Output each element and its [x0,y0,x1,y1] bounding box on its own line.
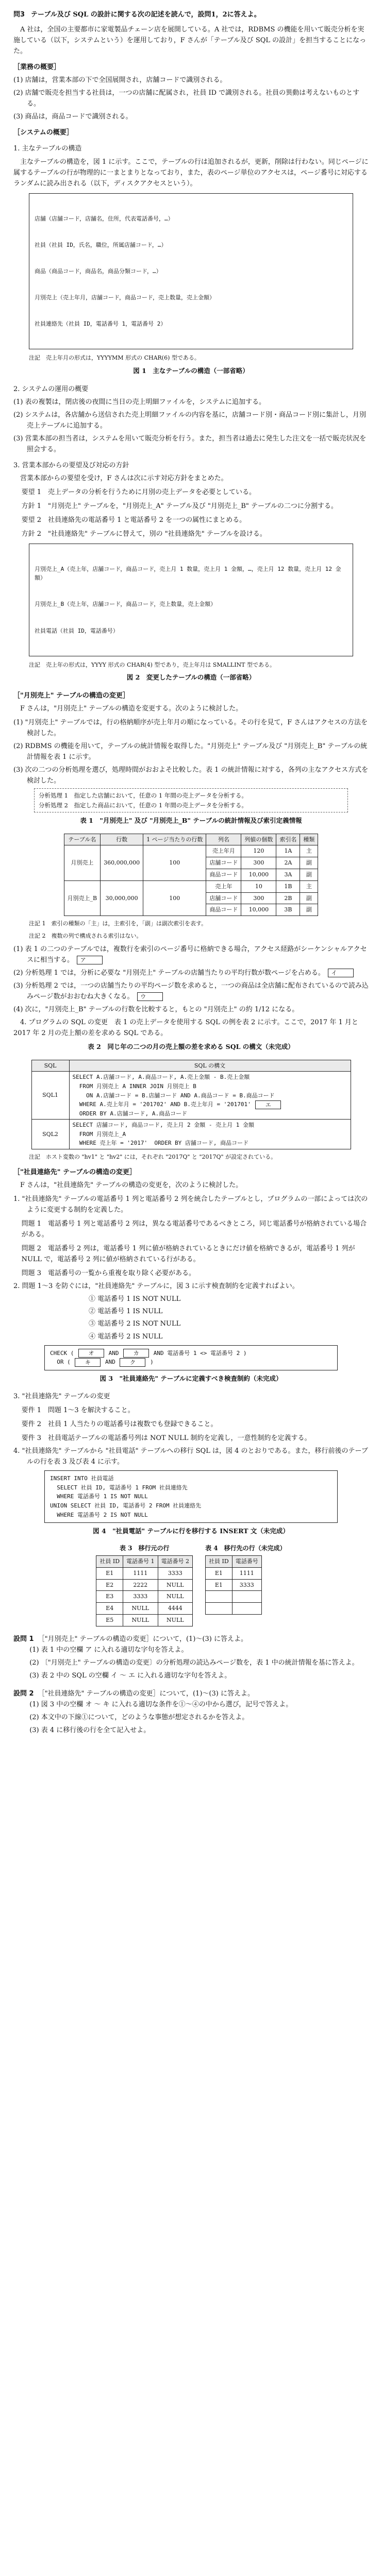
table-cell: SQL1 [31,1072,69,1120]
table-1-header: 索引名 [276,834,300,845]
phone-item: 4. "社員連絡先" テーブルから "社員電話" テーブルへの移行 SQL は，図 4 のとおりである。また，移行前後のテーブルの行を表 3 及び表 4 に示す。 [13,1447,368,1466]
table-3-header: 社員 ID [96,1555,123,1567]
table-3 [96,1555,193,1626]
table-cell: SQL2 [31,1120,69,1149]
phone-requirement: 要件 3 社員電話テーブルの電話番号列は NOT NULL 制約を定義し，一意性制約を定義する。 [21,1434,311,1443]
answer-blank-g: キ [75,1358,101,1367]
question-2 [13,1688,369,1736]
table-4-header-row [206,1555,262,1567]
intro-paragraph: A 社は，全国の主要都市に家電製品チェーン店を展開している。A 社では，RDBMS の機能を用いて販売分析を実施している（以下，システムという）を運用しており，F さんが「テーブル及び SQL の設計」を担当することになった。 [13,26,367,56]
analysis-text: (4) 次に，"月別売上_B" テーブルの行数を比較すると，もとの "月別売上" の約 1/12 になる。 [13,1006,299,1014]
figure-1-line: 月別売上（売上年月，店舗コード，商品コード，売上数量，売上金額） [35,294,215,301]
question-2-item: (1) 図 3 中の空欄 オ 〜 キ に入れる適切な条件を①〜④の中から選び，記号で答えよ。 [29,1701,293,1709]
analysis-text-body: (1) 表 1 の二つのテーブルでは，複数行を索引のページ番号に格納できる場合，アクセス経路がシーケンシャルアクセスに相当する。 [13,945,367,964]
question-title: テーブル及び SQL の設計に関する次の記述を読んで，設問1，2に答えよ。 [31,11,261,19]
sql-1-code [69,1072,351,1120]
table-cell: 360,000,000 [101,845,143,880]
request-item: 要望 2 社員連絡先の電話番号 1 と電話番号 2 を一つの属性にまとめる。 [21,516,246,524]
table-1 [64,834,319,917]
request-item: 要望 1 売上データの分析を行うために月別の売上データを必要としている。 [21,488,256,496]
table-cell: NULL [123,1614,158,1626]
sql-line: UNION SELECT 社員 ID, 電話番号 2 FROM 社員連絡先 [50,1502,202,1510]
answer-blank-d: エ [255,1100,281,1109]
business-item: (3) 商品は，商品コードで識別される。 [13,113,132,121]
question-1-text: ［"月別売上" テーブルの構造の変更］について，(1)〜(3) に答えよ。 [38,1635,247,1643]
operation-item: (1) 表の複製は，閉店後の夜間に当日の売上明細ファイルを，システムに追加する。 [13,398,265,406]
figure-1-box [29,193,353,350]
figure-1-line: 社員連絡先（社員 ID，電話番号 1，電話番号 2） [35,320,167,328]
table-cell: E1 [206,1579,232,1591]
table-cell: 商品コード [206,869,241,881]
question-2-item: (3) 表 4 に移行後の行を全て記入せよ。 [29,1726,151,1735]
table-row [96,1579,193,1591]
sql-line: ON A.店舗コード = B.店舗コード AND A.商品コード = B.商品コード [72,1092,275,1099]
table-cell: NULL [158,1579,193,1591]
table-row [96,1603,193,1615]
change-heading: ［"月別売上" テーブルの構造の変更］ [13,691,129,700]
table-cell: E2 [96,1579,123,1591]
sql-line: ORDER BY A.店舗コード, A.商品コード [72,1110,188,1117]
table-row [64,845,318,857]
condition-item: ③ 電話番号 2 IS NOT NULL [89,1320,181,1328]
table-cell: 100 [143,845,206,880]
table-cell: 4444 [158,1603,193,1615]
table-cell: 300 [241,857,276,869]
condition-item: ② 電話番号 1 IS NULL [89,1308,163,1316]
table-cell: 副 [300,869,318,881]
question-1 [13,1634,369,1681]
table-cell: 3333 [123,1591,158,1603]
question-2-lead [13,1688,369,1699]
table-2-header: SQL [31,1060,69,1072]
sql-line: INSERT INTO 社員電話 [50,1475,114,1482]
table-cell: 10 [241,880,276,892]
table-cell: 主 [300,880,318,892]
system-paragraph-1: 主なテーブルの構造を，図 1 に示す。ここで，テーブルの行は追加されるが，更新，削除は行わない。同じページに属するテーブルの行が物理的に一まとまりとなっており，また，表のページ単位のアクセスは，ページ番号に対応するランダムに読み出される（以下，ディスクアクセスという）。 [13,158,369,188]
table-cell: 月別売上 [64,845,101,880]
table-row [31,1072,351,1120]
table-cell: 120 [241,845,276,857]
sql-line [73,1100,347,1109]
question-2-tag: 設問 2 [13,1689,34,1698]
table-cell: E1 [206,1567,232,1579]
change-item: (3) 次の二つの分析処理を選び，処理時間がおおよそ比較した。表 1 の統計情報に対する，各列の主なアクセス方式を検討した。 [13,766,369,785]
table-row [206,1567,262,1579]
table-4 [205,1555,262,1615]
figure-4-caption: 図 4 "社員電話" テーブルに行を移行する INSERT 文（未完成） [93,1527,289,1535]
table-cell: 1B [276,880,300,892]
figure-1-line: 商品（商品コード，商品名，商品分類コード，…） [35,268,162,275]
phone-item: 3. "社員連絡先" テーブルの変更 [13,1392,110,1400]
table-1-header: 種類 [300,834,318,845]
table-cell: 商品コード [206,904,241,916]
table-cell: 3A [276,869,300,881]
question-1-item: (3) 表 2 中の SQL の空欄 イ 〜 エ に入れる適切な字句を答えよ。 [29,1671,231,1680]
table-row [206,1603,262,1615]
sql-line-text: WHERE A.売上年月 = '201702' AND B.売上年月 = '201701' [72,1101,251,1108]
figure-2-line: 月別売上_A（売上年，店舗コード，商品コード，売上月 1 数量，売上月 1 金額，…，売上月 12 数量，売上月 12 金額） [35,566,341,582]
figure-3-box: CHECK ( オ AND カ AND 電話番号 1 <> 電話番号 2 ) OR ( キ AND ク ) [44,1345,338,1370]
system-subhead-2: 2. システムの運用の概要 [13,385,89,393]
table-1-caption: 表 1 "月別売上" 及び "月別売上_B" テーブルの統計情報及び索引定義情報 [80,817,302,825]
table-cell: NULL [158,1614,193,1626]
figure-2-line: 月別売上_B（売上年，店舗コード，商品コード，売上数量，売上金額） [35,601,217,608]
table-cell: 店舗コード [206,857,241,869]
table-cell [232,1603,261,1615]
table-cell: 3B [276,904,300,916]
change-paragraph: F さんは，"月別売上" テーブルの構造を変更する。次のように検討した。 [20,704,243,713]
answer-blank-c: ウ [137,992,163,1001]
table-row [96,1567,193,1579]
answer-blank-h: ク [120,1358,145,1367]
table-cell: NULL [158,1591,193,1603]
business-item: (1) 店舗は，営業本部の下で全国展開され，店舗コードで識別される。 [13,76,227,84]
question-1-tag: 設問 1 [13,1635,34,1643]
table-cell: 2A [276,857,300,869]
condition-item: ① 電話番号 1 IS NOT NULL [89,1295,181,1303]
table-cell: 副 [300,892,318,904]
table-cell: E3 [96,1591,123,1603]
table-3-caption: 表 3 移行元の行 [119,1545,170,1552]
table-cell: 1A [276,845,300,857]
table-1-header: 行数 [101,834,143,845]
sql-line: WHERE 電話番号 1 IS NOT NULL [50,1493,148,1500]
analysis-text [13,980,369,1002]
figure-2-box [29,544,353,656]
table-2-header: SQL の構文 [69,1060,351,1072]
sql-paragraph: 4. プログラムの SQL の変更 表 1 の売上データを使用する SQL の例を表 2 に示す。ここで，2017 年 1 月と 2017 年 2 月の売上額の差を求める SQL である。 [13,1019,358,1038]
figure-2-caption: 図 2 変更したテーブルの構造（一部省略） [126,673,256,682]
answer-blank-e: オ [78,1349,104,1358]
table-3-wrap [96,1544,193,1626]
operation-item: (3) 営業本部の担当者は，システムを用いて販売分析を行う。また，担当者は過去に発生した注文を一括で販売状況を照会する。 [13,434,367,453]
table-1-note: 注記 1 索引の種類の「主」は，主索引を，「副」は副次索引を表す。 [29,920,207,927]
table-row [206,1579,262,1591]
phone-requirement: 要件 2 社員 1 人当たりの電話番号は複数でも登録できること。 [21,1420,218,1429]
figure-2-note: 注記 売上年の形式は，YYYY 形式の CHAR(4) 型であり，売上年月は SMALLINT 型である。 [29,661,276,668]
table-cell: 副 [300,904,318,916]
figure-1-note: 注記 売上年月の形式は，YYYYMM 形式の CHAR(6) 型である。 [29,354,200,362]
table-2-note: 注記 ホスト変数の "hv1" と "hv2" には，それぞれ "2017Q" と "2017Q" が設定されている。 [29,1154,277,1161]
table-2-caption: 表 2 同じ年の二つの月の売上額の差を求める SQL の構文（未完成） [88,1043,294,1051]
table-cell: E1 [96,1567,123,1579]
table-3-header: 電話番号 1 [123,1555,158,1567]
table-1-header: 列値の個数 [241,834,276,845]
analysis-text-body: (3) 分析処理 2 では，一つの店舗当たりの平均ページ数を求めると，一つの商品は全店舗に配布されているので読み込みページ数がおおむね大きくなる。 [13,982,369,1001]
tables-3-4 [13,1544,369,1626]
table-3-header-row [96,1555,193,1567]
operation-item: (2) システムは，各店舗から送信された売上明細ファイルの内容を基に，店舗コード別・商品コード別に集計し，月別売上テーブルに追加する。 [13,411,366,430]
table-cell: E5 [96,1614,123,1626]
table-cell: 1111 [123,1567,158,1579]
figure-3-caption: 図 3 "社員連絡先" テーブルに定義すべき検査制約（未完成） [99,1374,283,1382]
table-cell [232,1591,261,1603]
table-row [96,1591,193,1603]
table-cell: 1111 [232,1567,261,1579]
table-1-note: 注記 2 複数の列で構成される索引はない。 [29,933,142,940]
table-1-header: テーブル名 [64,834,101,845]
analysis-text [13,968,369,978]
figure-1-line: 店舗（店舗コード，店舗名，住所，代表電話番号，…） [35,215,174,222]
condition-item: ④ 電話番号 2 IS NULL [89,1332,163,1341]
phone-item: 1. "社員連絡先" テーブルの電話番号 1 列と電話番号 2 列を統合したテーブルとし，プログラムの一部によっては次のように変更する制約を定義した。 [13,1195,368,1214]
change-item: (1) "月別売上" テーブルでは，行の格納順序が売上年月の順になっている。その行を見て，F さんはアクセスの方法を検討した。 [13,718,368,737]
table-2-header-row [31,1060,351,1072]
check-keyword: CHECK [50,1349,68,1357]
table-cell [206,1603,232,1615]
phone-problem: 問題 3 電話番号の一覧から重複を取り除く必要がある。 [21,1269,195,1278]
table-cell: 2222 [123,1579,158,1591]
figure-2-line: 社員電話（社員 ID，電話番号） [35,627,119,634]
table-cell [206,1591,232,1603]
business-heading: ［業務の概要］ [13,63,61,72]
sql-line: SELECT 店舗コード, 商品コード, 売上月 2 金額 - 売上月 1 金額 [72,1122,254,1129]
request-item: 方針 2 "社員連絡先" テーブルに替えて，別の "社員連絡先" テーブルを設ける。 [21,530,267,538]
system-subhead-1: 1. 主なテーブルの構造 [13,145,82,153]
table-cell: 30,000,000 [101,880,143,916]
table-4-header: 電話番号 [232,1555,261,1567]
table-cell: 3333 [232,1579,261,1591]
sql-line: FROM 月別売上_A [72,1130,126,1138]
sql-line: SELECT A.店舗コード, A.商品コード, A.売上金額 - B.売上金額 [72,1074,250,1081]
phone-heading: ［"社員連絡先" テーブルの構造の変更］ [13,1168,136,1176]
sql-line: SELECT 社員 ID, 電話番号 1 FROM 社員連絡先 [50,1484,188,1491]
table-4-wrap [205,1544,286,1626]
question-2-text: ［"社員連絡先" テーブルの構造の変更］について，(1)〜(3) に答えよ。 [38,1689,254,1698]
sql-line: WHERE 電話番号 2 IS NOT NULL [50,1511,148,1518]
analysis-box [34,788,348,812]
question-1-item: (2) 〔"月別売上" テーブルの構造の変更〕の分析処理の読込みページ数を，表 1 中の統計情報を基に答えよ。 [29,1658,359,1667]
question-label: 問3 [13,11,25,19]
sql-line: FROM 月別売上 A INNER JOIN 月別売上 B [72,1082,196,1090]
figure-1-line: 社員（社員 ID，氏名，職位，所属店舗コード，…） [35,241,167,248]
system-subhead-3: 3. 営業本部からの要望及び対応の方針 [13,461,129,469]
table-cell: 2B [276,892,300,904]
phone-problem: 問題 2 電話番号 2 列は，電話番号 1 列に値が格納されているときにだけ値を格納できるが，電話番号 1 列が NULL で，電話番号 2 列に値が格納されている行がある。 [21,1245,355,1264]
table-row [64,880,318,892]
question-header [13,9,369,20]
table-cell: 主 [300,845,318,857]
condition-list [75,1294,369,1342]
system-paragraph-3: 営業本部からの要望を受け，F さんは次に示す対応方針をまとめた。 [20,474,228,482]
table-cell: NULL [123,1603,158,1615]
table-2 [31,1060,351,1150]
table-cell: 副 [300,857,318,869]
table-row [31,1120,351,1149]
phone-item: 2. 問題 1〜3 を防ぐには，"社員連絡先" テーブルに，図 3 に示す検査制約を定義すればよい。 [13,1282,299,1291]
table-cell: 3333 [158,1567,193,1579]
answer-blank-a: ア [77,956,103,964]
analysis-text-body: (2) 分析処理 1 では，分析に必要な "月別売上" テーブルの店舗当たりの平均行数が数ページを占める。 [13,969,325,977]
figure-4-box [44,1470,338,1523]
table-1-header: 1 ページ当たりの行数 [143,834,206,845]
question-2-item: (2) 本文中の下線①について，どのような事態が想定されるかを答えよ。 [29,1714,249,1722]
table-cell: 10,000 [241,904,276,916]
figure-1-caption: 図 1 主なテーブルの構造（一部省略） [133,367,249,375]
table-cell: 売上年月 [206,845,241,857]
question-1-item: (1) 表 1 中の空欄 ア に入れる適切な字句を答えよ。 [29,1646,188,1654]
table-4-caption: 表 4 移行先の行（未完成） [205,1545,286,1552]
request-item: 方針 1 "月別売上" テーブルを，"月別売上_A" テーブル及び "月別売上_B" テーブルの二つに分割する。 [21,502,338,510]
change-item: (2) RDBMS の機能を用いて，テーブルの統計情報を取得した。"月別売上" テーブル及び "月別売上_B" テーブルの統計情報を表 1 に示す。 [13,742,368,761]
analysis-line: 分析処理 1 指定した店舗において，任意の 1 年間の売上データを分析する。 [39,792,247,800]
table-cell: E4 [96,1603,123,1615]
business-item: (2) 店舗で販売を担当する社員は，一つの店舗に配属され，社員 ID で識別される。社員の異動は考えないものとする。 [13,89,360,108]
table-cell: 10,000 [241,869,276,881]
table-row [96,1614,193,1626]
answer-blank-f: カ [123,1349,149,1358]
phone-requirement: 要件 1 問題 1〜3 を解決すること。 [21,1406,135,1415]
table-cell: 売上年 [206,880,241,892]
sql-line: WHERE 売上年 = '2017' ORDER BY 店舗コード, 商品コード [72,1140,249,1147]
analysis-text [13,944,369,965]
question-1-lead [13,1634,369,1645]
answer-blank-b: イ [328,969,354,977]
table-cell: 100 [143,880,206,916]
phone-problem: 問題 1 電話番号 1 列と電話番号 2 列は，異なる電話番号であるべきところ，同じ電話番号が格納されている場合がある。 [21,1220,367,1239]
table-cell: 店舗コード [206,892,241,904]
analysis-line: 分析処理 2 指定した商品において，任意の 1 年間の売上データを分析する。 [39,801,247,809]
table-1-header-row [64,834,318,845]
table-3-header: 電話番号 2 [158,1555,193,1567]
system-heading: ［システムの概要］ [13,129,73,137]
table-1-header: 列名 [206,834,241,845]
phone-paragraph: F さんは，"社員連絡先" テーブルの構造の変更を，次のように検討した。 [20,1181,243,1189]
table-cell: 300 [241,892,276,904]
table-cell: 月別売上_B [64,880,101,916]
table-4-header: 社員 ID [206,1555,232,1567]
sql-2-code [69,1120,351,1149]
table-row [206,1591,262,1603]
